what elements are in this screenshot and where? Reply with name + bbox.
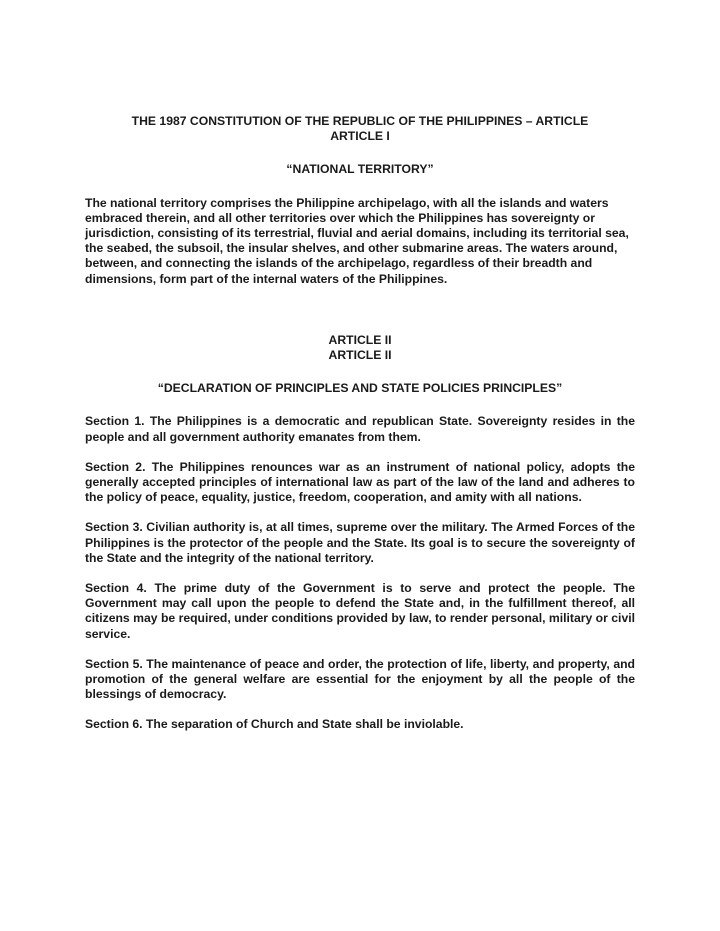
article-2 [85,333,635,733]
section-6: Section 6. The separation of Church and State shall be inviolable. [85,717,464,732]
article-2-subtitle: “DECLARATION OF PRINCIPLES AND STATE POLICIES PRINCIPLES” [157,381,563,396]
document-title [85,114,635,144]
article-2-heading-line-1: ARTICLE II [328,332,392,347]
document-title-line-2: ARTICLE I [330,129,390,144]
section-5: Section 5. The maintenance of peace and order, the protection of life, liberty, and property, and promotion of the general welfare are essential for the enjoyment by all the people of the blessings of democracy. [85,656,635,702]
article-1-subtitle: “NATIONAL TERRITORY” [286,162,434,177]
section-2: Section 2. The Philippines renounces war as an instrument of national policy, adopts the generally accepted principles of international law as part of the law of the land and adheres to the policy of peace, equality, justice, freedom, cooperation, and amity with all nations. [85,459,635,505]
article-2-heading [85,333,635,363]
article-2-heading-line-2: ARTICLE II [328,348,392,363]
section-1: Section 1. The Philippines is a democratic and republican State. Sovereignty resides in the people and all government authority emanates from them. [85,414,635,444]
article-1-paragraph: The national territory comprises the Philippine archipelago, with all the islands and waters embraced therein, and all other territories over which the Philippines has sovereignty or jurisdiction, consisting of its terrestrial, fluvial and aerial domains, including its territorial sea, the seabed, the subsoil, the insular shelves, and other submarine areas. The waters around, between, and connecting the islands of the archipelago, regardless of their breadth and dimensions, form part of the internal waters of the Philippines. [85,195,629,286]
section-3: Section 3. Civilian authority is, at all times, supreme over the military. The Armed Forces of the Philippines is the protector of the people and the State. Its goal is to secure the sovereignty of the State and the integrity of the national territory. [85,520,635,565]
document-title-line-1: THE 1987 CONSTITUTION OF THE REPUBLIC OF THE PHILIPPINES – ARTICLE [131,114,589,128]
section-4: Section 4. The prime duty of the Government is to serve and protect the people. The Government may call upon the people to defend the State and, in the fulfillment thereof, all citizens may be required, under conditions provided by law, to render personal, military or civil service. [85,581,635,641]
document-page [85,114,635,733]
